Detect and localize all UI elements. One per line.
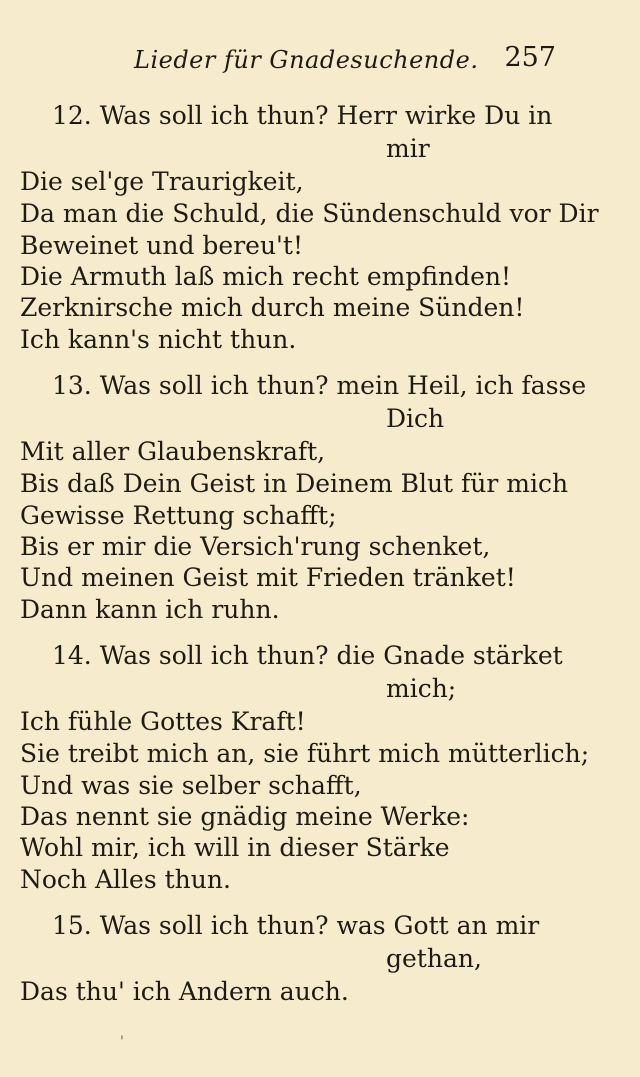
stray-mark: ' — [120, 1034, 124, 1050]
stanza-line: Das thu' ich Andern auch. — [20, 977, 349, 1006]
stanza-line: mir — [386, 134, 430, 163]
stanza-line: Und meinen Geist mit Frieden tränket! — [20, 563, 516, 592]
stanza-line: Wohl mir, ich will in dieser Stärke — [20, 833, 450, 862]
running-head: Lieder für Gnadesuchende. — [134, 46, 479, 74]
stanza-line: Und was sie selber schafft, — [20, 771, 362, 800]
stanza-line: mich; — [386, 674, 457, 703]
stanza-line: Zerknirsche mich durch meine Sünden! — [20, 293, 525, 322]
stanza-line: Dich — [386, 404, 445, 433]
stanza-line: Das nennt sie gnädig meine Werke: — [20, 802, 470, 831]
stanza-line: Ich kann's nicht thun. — [20, 325, 297, 354]
stanza-line: Da man die Schuld, die Sündenschuld vor Dir — [20, 199, 599, 228]
stanza-line: Gewisse Rettung schafft; — [20, 501, 337, 530]
stanza-line: Noch Alles thun. — [20, 865, 231, 894]
stanza-line: gethan, — [386, 944, 482, 973]
stanza-line: Sie treibt mich an, sie führt mich mütterlich; — [20, 739, 590, 768]
stanza-line: Ich fühle Gottes Kraft! — [20, 707, 306, 736]
stanza-line: Die sel'ge Traurigkeit, — [20, 167, 304, 196]
stanza-line: Die Armuth laß mich recht empfinden! — [20, 262, 512, 291]
stanza-line: 14. Was soll ich thun? die Gnade stärket — [52, 641, 563, 670]
stanza-line: Dann kann ich ruhn. — [20, 595, 280, 624]
page-header — [0, 42, 640, 78]
stanza-line: 13. Was soll ich thun? mein Heil, ich fasse — [52, 371, 587, 400]
stanza-line: 15. Was soll ich thun? was Gott an mir — [52, 911, 540, 940]
page-number: 257 — [504, 42, 556, 73]
stanza-line: Bis daß Dein Geist in Deinem Blut für mich — [20, 469, 569, 498]
stanza-line: Beweinet und bereu't! — [20, 231, 304, 260]
stanza-line: 12. Was soll ich thun? Herr wirke Du in — [52, 101, 553, 130]
stanza-line: Mit aller Glaubenskraft, — [20, 437, 326, 466]
stanza-line: Bis er mir die Versich'rung schenket, — [20, 532, 491, 561]
